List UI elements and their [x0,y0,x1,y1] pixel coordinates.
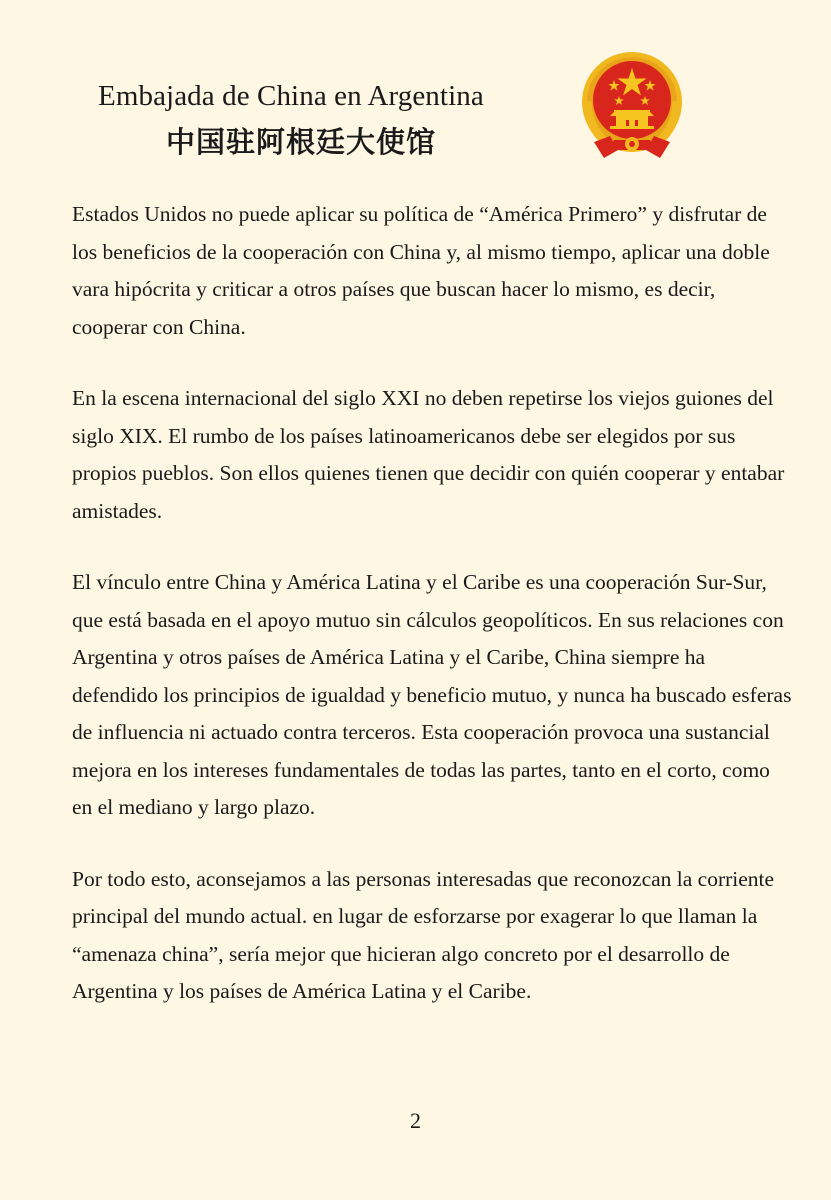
paragraph-2: En la escena internacional del siglo XXI no deben repetirse los viejos guiones del siglo XIX. El rumbo de los países latinoamericanos debe ser elegidos por sus propios pueblos. Son ellos quienes tienen que decidir con quién cooperar y entabar amistades. [72,386,785,523]
paragraph-3: El vínculo entre China y América Latina y el Caribe es una cooperación Sur-Sur, que está basada en el apoyo mutuo sin cálculos geopolíticos. En sus relaciones con Argentina y otros países de América Latina y el Caribe, China siempre ha defendido los principios de igualdad y beneficio mutuo, y nunca ha buscado esferas de influencia ni actuado contra terceros. Esta cooperación provoca una sustancial mejora en los intereses fundamentales de todas las partes, tanto en el corto, como en el mediano y largo plazo. [72,570,792,819]
national-emblem-icon [574,50,690,166]
document-header [0,0,831,180]
document-body [72,196,792,1045]
paragraph-4: Por todo esto, aconsejamos a las personas interesadas que reconozcan la corriente principal del mundo actual. en lugar de esforzarse por exagerar lo que llaman la “amenaza china”, sería mejor que hicieran algo concreto por el desarrollo de Argentina y los países de América Latina y el Caribe. [72,866,775,1003]
embassy-title-spanish: Embajada de China en Argentina [98,80,484,112]
paragraph-1: Estados Unidos no puede aplicar su política de “América Primero” y disfrutar de los beneficios de la cooperación con China y, al mismo tiempo, aplicar una doble vara hipócrita y criticar a otros países que buscan hacer lo mismo, es decir, cooperar con China. [72,202,770,339]
embassy-title-chinese: 中国驻阿根廷大使馆 [166,125,437,159]
page-number: 2 [410,1108,421,1133]
